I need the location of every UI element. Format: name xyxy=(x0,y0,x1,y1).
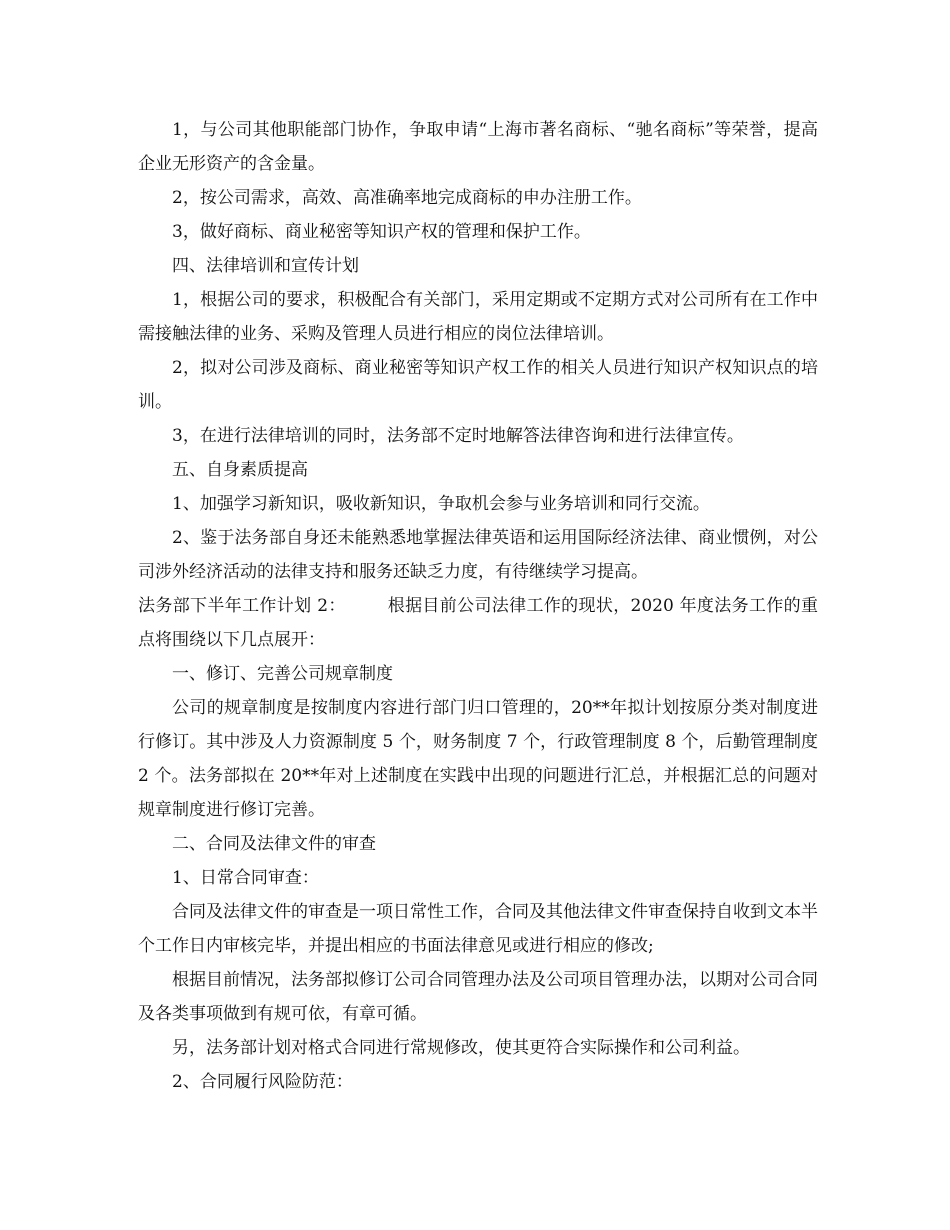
paragraph-standard-contracts: 另，法务部计划对格式合同进行常规修改，使其更符合实际操作和公司利益。 xyxy=(172,1038,750,1058)
paragraph-learning: 1、加强学习新知识，吸收新知识，争取机会参与业务培训和同行交流。 xyxy=(172,494,710,514)
subheading-risk-prevention: 2、合同履行风险防范： xyxy=(172,1072,353,1092)
plan2-intro xyxy=(138,589,818,657)
section-heading-contract-review: 二、合同及法律文件的审查 xyxy=(172,834,376,854)
paragraph-legal-english: 2、鉴于法务部自身还未能熟悉地掌握法律英语和运用国际经济法律、商业惯例，对公司涉外经济活动的法律支持和服务还缺乏力度，有待继续学习提高。 xyxy=(138,528,818,582)
paragraph-contract-management: 根据目前情况，法务部拟修订公司合同管理办法及公司项目管理办法，以期对公司合同及各类事项做到有规可依，有章可循。 xyxy=(138,970,818,1024)
plan2-label: 法务部下半年工作计划 2： xyxy=(138,596,346,616)
section-heading-training: 四、法律培训和宣传计划 xyxy=(172,256,359,276)
subheading-daily-review: 1、日常合同审查： xyxy=(172,868,319,888)
plan2-text: 根据目前公司法律工作的现状，2020 年度法务工作的重点将围绕以下几点展开： xyxy=(138,596,818,650)
paragraph-daily-review: 合同及法律文件的审查是一项日常性工作，合同及其他法律文件审查保持自收到文本半个工作日内审核完毕，并提出相应的书面法律意见或进行相应的修改; xyxy=(138,902,818,956)
paragraph-ip-protection: 3，做好商标、商业秘密等知识产权的管理和保护工作。 xyxy=(172,222,591,242)
section-heading-self-improvement: 五、自身素质提高 xyxy=(172,460,308,480)
paragraph-regulations-revision: 公司的规章制度是按制度内容进行部门归口管理的，20**年拟计划按原分类对制度进行修订。其中涉及人力资源制度 5 个，财务制度 7 个，行政管理制度 8 个，后勤管理制度 2 个。法务部拟在 20**年对上述制度在实践中出现的问题进行汇总，并根据汇总的问题对规章制度进行修订完善。 xyxy=(138,698,818,820)
document-page xyxy=(138,113,818,1099)
section-heading-regulations: 一、修订、完善公司规章制度 xyxy=(172,664,393,684)
paragraph-legal-consulting: 3，在进行法律培训的同时，法务部不定时地解答法律咨询和进行法律宣传。 xyxy=(172,426,744,446)
paragraph-trademark-registration: 2，按公司需求，高效、高准确率地完成商标的申办注册工作。 xyxy=(172,188,642,208)
paragraph-training-positions: 1，根据公司的要求，积极配合有关部门，采用定期或不定期方式对公司所有在工作中需接触法律的业务、采购及管理人员进行相应的岗位法律培训。 xyxy=(138,290,818,344)
paragraph-trademark-honor: 1，与公司其他职能部门协作，争取申请“上海市著名商标、“驰名商标”等荣誉，提高企业无形资产的含金量。 xyxy=(138,120,818,174)
paragraph-training-ip: 2，拟对公司涉及商标、商业秘密等知识产权工作的相关人员进行知识产权知识点的培训。 xyxy=(138,358,818,412)
